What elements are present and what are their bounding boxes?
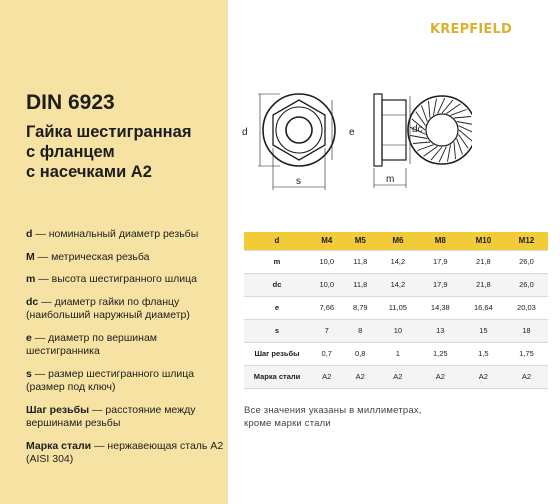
- serration-tooth: [413, 142, 430, 144]
- header-cell: M6: [377, 232, 419, 250]
- legend-item-s: s — размер шестигранного шлица (размер под ключ): [26, 367, 195, 393]
- table-cell: 11,05: [377, 296, 419, 319]
- table-cell: 0,7: [310, 342, 344, 365]
- nut-side-view: [374, 94, 406, 166]
- table-cell: 17,9: [419, 250, 462, 273]
- dimensions-table: [244, 232, 548, 389]
- serration-tooth: [434, 99, 437, 116]
- row-label-cell: Марка стали: [244, 365, 310, 388]
- table-cell: 10: [377, 319, 419, 342]
- legend-item-d: d — номинальный диаметр резьбы: [26, 228, 199, 240]
- table-cell: 17,9: [419, 273, 462, 296]
- row-label-cell: Шаг резьбы: [244, 342, 310, 365]
- table-cell: 14,2: [377, 273, 419, 296]
- table-cell: 14,2: [377, 250, 419, 273]
- serration-tooth: [454, 142, 456, 159]
- table-cell: 0,8: [344, 342, 378, 365]
- label-e: e: [349, 127, 355, 138]
- title-line-2: с фланцем: [26, 143, 115, 161]
- serration-tooth: [457, 122, 472, 125]
- dimension-d-lines: [258, 94, 280, 166]
- serration-tooth: [431, 147, 442, 160]
- table-cell: А2: [419, 365, 462, 388]
- table-cell: 1,25: [419, 342, 462, 365]
- serration-tooth: [454, 117, 471, 119]
- header-cell: M5: [344, 232, 378, 250]
- table-row: [244, 296, 548, 319]
- table-cell: 21,8: [462, 273, 505, 296]
- label-s: s: [296, 176, 301, 187]
- nut-technical-drawing: [232, 80, 472, 195]
- legend-item-steel-grade: Марка стали — нержавеющая сталь А2 (AISI 304): [26, 439, 224, 465]
- table-cell: 18: [505, 319, 548, 342]
- table-cell: 1,75: [505, 342, 548, 365]
- serration-tooth: [411, 136, 428, 139]
- table-cell: 21,8: [462, 250, 505, 273]
- label-dc-outer: dc: [412, 124, 423, 135]
- row-label-cell: m: [244, 250, 310, 273]
- title-line-3: с насечками А2: [26, 163, 152, 181]
- dimensions-table-container: [244, 232, 548, 389]
- table-cell: 10,0: [310, 273, 344, 296]
- label-dc: [430, 191, 431, 192]
- table-cell: 1: [377, 342, 419, 365]
- header-cell: M10: [462, 232, 505, 250]
- left-info-panel: [0, 0, 228, 504]
- table-cell: 15: [462, 319, 505, 342]
- table-cell: А2: [462, 365, 505, 388]
- footnote-line-2: кроме марки стали: [244, 417, 331, 429]
- brand-logo: KREPFIELD: [430, 22, 512, 37]
- serration-tooth: [442, 100, 453, 113]
- table-cell: А2: [310, 365, 344, 388]
- row-label-cell: e: [244, 296, 310, 319]
- table-row: [244, 250, 548, 273]
- serration-tooth: [422, 106, 428, 122]
- serration-tooth: [457, 139, 463, 155]
- serration-tooth: [451, 110, 467, 116]
- table-cell: 16,64: [462, 296, 505, 319]
- table-cell: А2: [377, 365, 419, 388]
- title-line-1: Гайка шестигранная: [26, 123, 192, 141]
- row-label-cell: s: [244, 319, 310, 342]
- nut-front-view: [263, 94, 335, 166]
- table-header-row: [244, 232, 548, 250]
- table-cell: А2: [505, 365, 548, 388]
- serration-tooth: [459, 130, 472, 141]
- header-cell: M12: [505, 232, 548, 250]
- serration-tooth: [418, 145, 434, 151]
- table-cell: 10,0: [310, 250, 344, 273]
- legend-item-dc: dc — диаметр гайки по фланцу (наибольший наружный диаметр): [26, 295, 190, 321]
- table-cell: 11,8: [344, 250, 378, 273]
- row-label-cell: dc: [244, 273, 310, 296]
- header-cell: M4: [310, 232, 344, 250]
- legend-item-thread-pitch: Шаг резьбы — расстояние между вершинами резьбы: [26, 403, 196, 429]
- table-cell: 8: [344, 319, 378, 342]
- legend-item-M: M — метрическая резьба: [26, 250, 150, 263]
- table-cell: 13: [419, 319, 462, 342]
- din-standard-title: DIN 6923: [26, 91, 115, 114]
- serration-tooth: [429, 101, 431, 118]
- dimension-legend: [26, 228, 224, 476]
- table-cell: 1,5: [462, 342, 505, 365]
- header-cell: d: [244, 232, 310, 250]
- table-cell: 26,0: [505, 273, 548, 296]
- header-cell: M8: [419, 232, 462, 250]
- label-d: d: [242, 127, 248, 138]
- table-row: [244, 319, 548, 342]
- table-row: [244, 273, 548, 296]
- table-cell: 7: [310, 319, 344, 342]
- table-cell: А2: [344, 365, 378, 388]
- label-m: m: [386, 174, 395, 185]
- units-footnote: [244, 405, 494, 430]
- legend-item-m: m — высота шестигранного шлица: [26, 273, 197, 285]
- table-cell: 7,66: [310, 296, 344, 319]
- table-cell: 8,79: [344, 296, 378, 319]
- footnote-line-1: Все значения указаны в миллиметрах,: [244, 405, 422, 416]
- table-cell: 11,8: [344, 273, 378, 296]
- table-cell: 14,38: [419, 296, 462, 319]
- table-cell: 20,03: [505, 296, 548, 319]
- serration-tooth: [448, 145, 451, 162]
- product-title-block: [26, 90, 226, 182]
- table-row: [244, 342, 548, 365]
- legend-item-e: e — диаметр по вершинам шестигранника: [26, 331, 158, 357]
- table-cell: 26,0: [505, 250, 548, 273]
- table-row: [244, 365, 548, 388]
